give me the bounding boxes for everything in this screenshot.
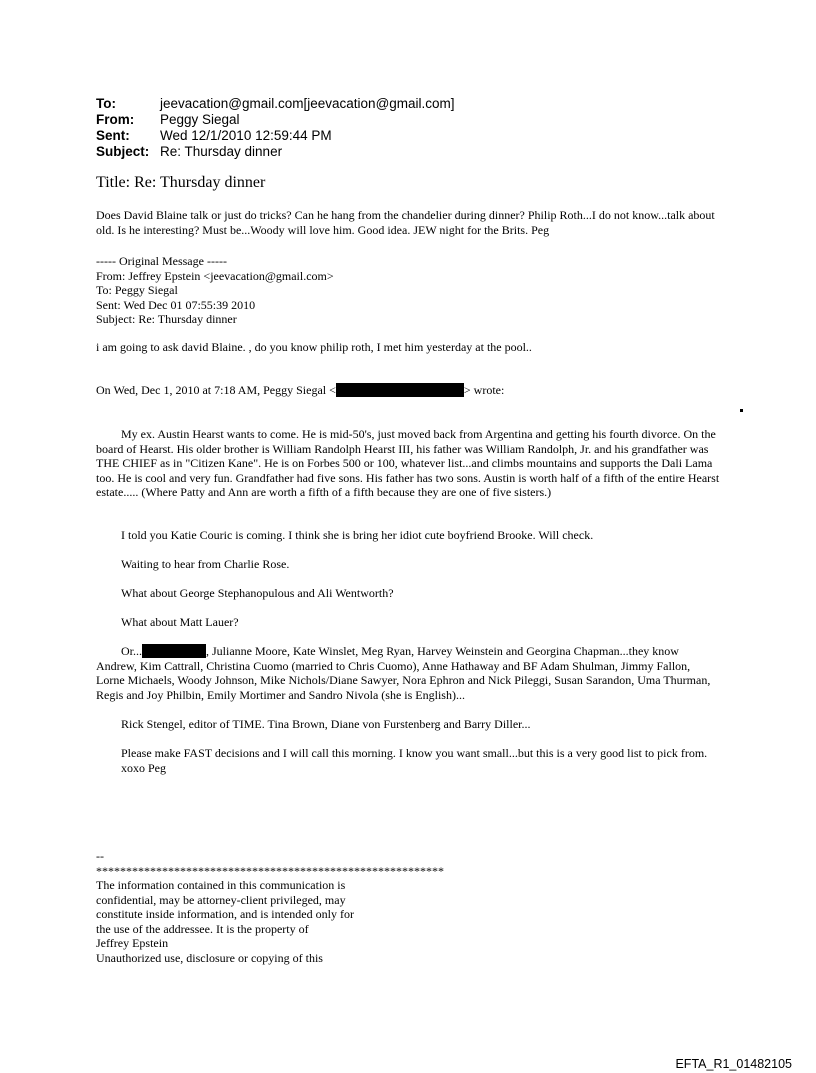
to-value: jeevacation@gmail.com[jeevacation@gmail.com] <box>160 96 455 111</box>
subject-value: Re: Thursday dinner <box>160 144 283 159</box>
sent-value: Wed 12/1/2010 12:59:44 PM <box>160 128 332 143</box>
quoted-p4-text: What about George Stephanopulous and Ali Wentworth? <box>121 586 394 600</box>
signature-stars: ********************************************************** <box>96 863 444 878</box>
original-to: To: Peggy Siegal <box>96 283 178 297</box>
signature-line-4: the use of the addressee. It is the property of <box>96 921 309 936</box>
quoted-p6 <box>96 644 721 702</box>
email-title: Title: Re: Thursday dinner <box>96 174 266 191</box>
quoted-p2 <box>96 528 721 543</box>
signature-line-1: The information contained in this communication is <box>96 878 346 892</box>
stray-mark <box>740 409 743 412</box>
email-header <box>96 96 455 160</box>
quoted-p5 <box>96 615 721 630</box>
original-message <box>96 254 721 327</box>
from-label: From: <box>96 112 135 127</box>
reply-body <box>96 208 721 237</box>
subject-label: Subject: <box>96 144 150 159</box>
quote-intro-before: On Wed, Dec 1, 2010 at 7:18 AM, Peggy Siegal < <box>96 383 336 397</box>
quoted-p1 <box>96 427 721 500</box>
quoted-p9-text: xoxo Peg <box>121 760 166 775</box>
from-value: Peggy Siegal <box>160 112 240 127</box>
signature-block <box>96 849 721 965</box>
sent-row <box>96 128 455 144</box>
to-row <box>96 96 455 112</box>
sent-label: Sent: <box>96 128 130 143</box>
original-from: From: Jeffrey Epstein <jeevacation@gmail.com> <box>96 268 334 283</box>
signature-line-6: Unauthorized use, disclosure or copying of this <box>96 950 323 965</box>
subject-row <box>96 144 455 160</box>
quoted-p3 <box>96 557 721 572</box>
quoted-p6-before: Or... <box>121 644 142 658</box>
redaction-bar <box>336 383 464 397</box>
reply-text: Does David Blaine talk or just do tricks? Can he hang from the chandelier during dinner? Philip Roth...I do not know...talk about old. Is he interesting? Must be...Woody will love him. Good idea. JEW night for the Brits. Peg <box>96 208 715 237</box>
quoted-p5-text: What about Matt Lauer? <box>121 615 239 629</box>
quoted-p6-after: , Julianne Moore, Kate Winslet, Meg Ryan, Harvey Weinstein and Georgina Chapman...they know Andrew, Kim Cattrall, Christina Cuomo (married to Chris Cuomo), Anne Hathaway and BF Adam Shulman, Jimmy Fallon, Lorne Michaels, Woody Johnson, Mike Nichols/Diane Sawyer, Nora Ephron and Nick Pileggi, Susan Sarandon, Uma Thurman, Regis and Joy Philbin, Emily Mortimer and Sandro Nivola (she is English)... <box>96 644 711 702</box>
quoted-p7-text: Rick Stengel, editor of TIME. Tina Brown, Diane von Furstenberg and Barry Diller... <box>121 717 531 731</box>
signature-line-5: Jeffrey Epstein <box>96 936 169 950</box>
redaction-bar <box>142 644 206 658</box>
original-sent: Sent: Wed Dec 01 07:55:39 2010 <box>96 297 256 312</box>
original-subject: Subject: Re: Thursday dinner <box>96 312 237 326</box>
quoted-p8 <box>96 746 721 775</box>
original-body <box>96 340 721 355</box>
signature-dashes: -- <box>96 849 104 863</box>
document-id: EFTA_R1_01482105 <box>675 1057 792 1071</box>
quote-intro <box>96 383 721 398</box>
quoted-p1-text: My ex. Austin Hearst wants to come. He is mid-50's, just moved back from Argentina and getting his fourth divorce. On the board of Hearst. His older brother is William Randolph Hearst III, his father was William Randolph, Jr. and his grandfather was THE CHIEF as in "Citizen Kane". He is on Forbes 500 or 100, whatever list...and climbs mountains and supports the Dali Lama too. He is cool and very fun. Grandfather had five sons. His father has two sons. Austin is worth half of a fifth of the entire Hearst estate..... (Where Patty and Ann are worth a fifth of a fifth because they are one of five sisters.) <box>96 427 720 499</box>
quoted-p7 <box>96 717 721 732</box>
original-body-text: i am going to ask david Blaine. , do you know philip roth, I met him yesterday at the pool.. <box>96 340 532 354</box>
quote-intro-after: > wrote: <box>463 383 505 397</box>
quoted-p4 <box>96 586 721 601</box>
signature-line-2: confidential, may be attorney-client privileged, may <box>96 892 346 907</box>
from-row <box>96 112 455 128</box>
quoted-p2-text: I told you Katie Couric is coming. I think she is bring her idiot cute boyfriend Brooke. Will check. <box>121 528 594 542</box>
quoted-p3-text: Waiting to hear from Charlie Rose. <box>121 557 290 571</box>
to-label: To: <box>96 96 116 111</box>
quoted-p8-text: Please make FAST decisions and I will call this morning. I know you want small...but this is a very good list to pick from. <box>121 746 708 760</box>
signature-line-3: constitute inside information, and is intended only for <box>96 907 354 921</box>
original-separator: ----- Original Message ----- <box>96 254 227 268</box>
